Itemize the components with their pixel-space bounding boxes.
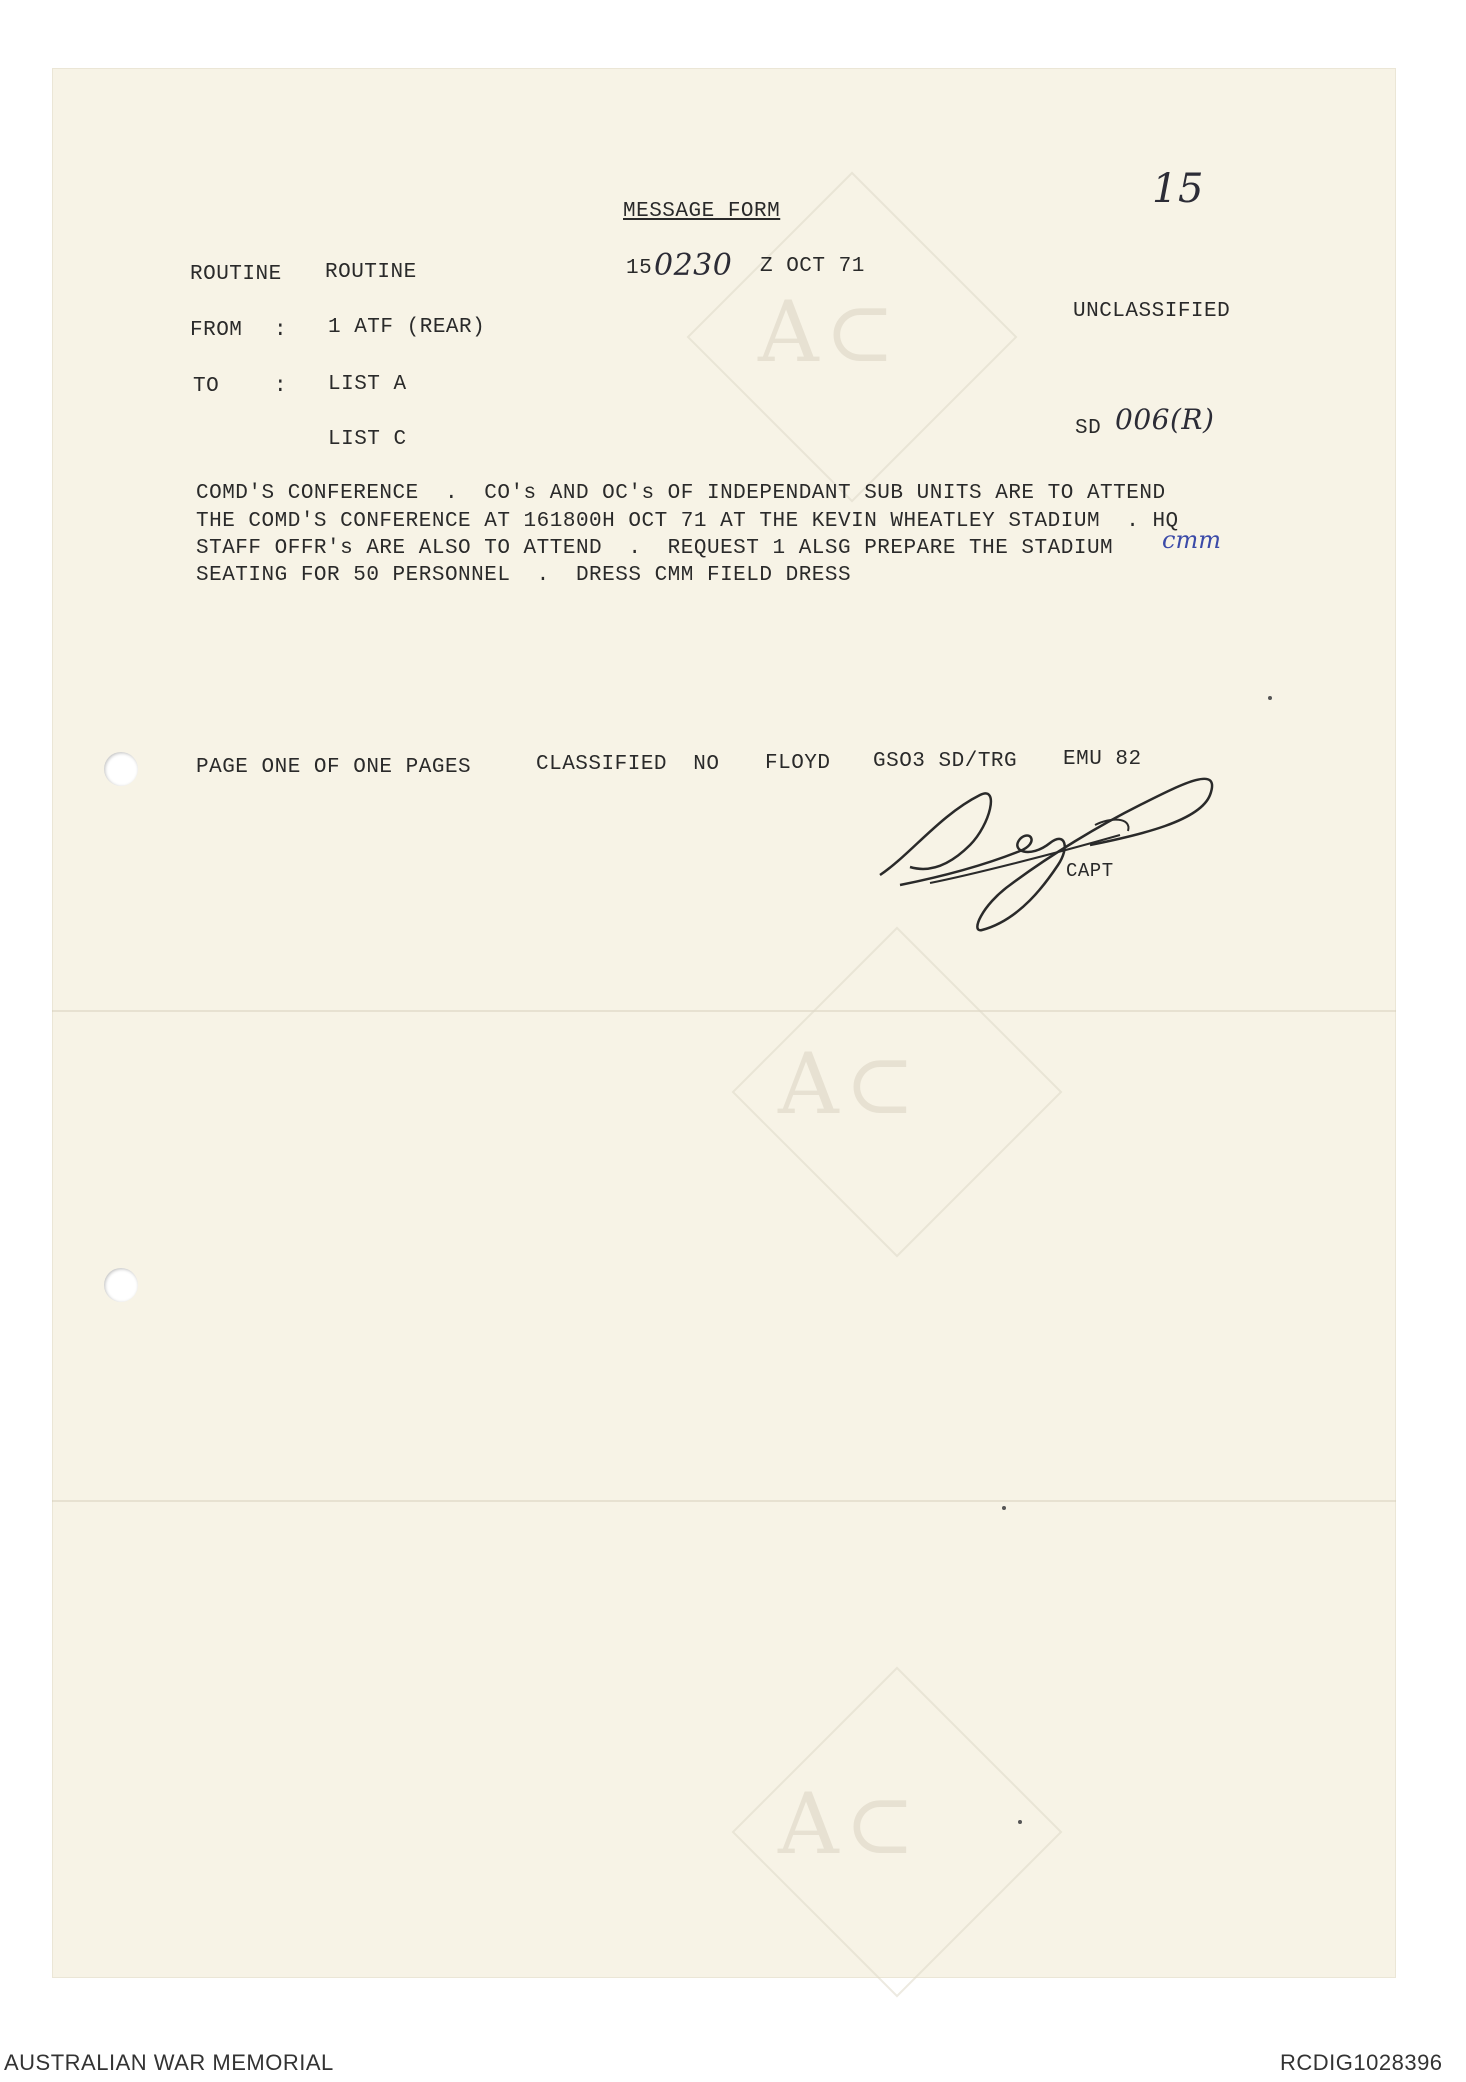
message-body-line: SEATING FOR 50 PERSONNEL . DRESS CMM FIELD DRESS <box>196 564 852 587</box>
watermark-letters: A⊂ <box>758 283 902 381</box>
handwritten-page-number: 15 <box>1152 166 1204 212</box>
precedence-action: ROUTINE <box>190 263 282 286</box>
ink-speck <box>1002 1506 1006 1510</box>
classification-label: UNCLASSIFIED <box>1073 300 1231 323</box>
ink-speck <box>1018 1820 1022 1824</box>
punch-hole <box>104 752 138 786</box>
watermark-letters: A⊂ <box>778 1035 922 1133</box>
dtg-handwritten: 0230 <box>654 248 733 283</box>
originator-name: FLOYD <box>765 752 831 775</box>
page-count: PAGE ONE OF ONE PAGES <box>196 756 472 779</box>
handwritten-insert: cmm <box>1162 526 1221 554</box>
precedence-info: ROUTINE <box>325 261 417 284</box>
to-label: TO <box>193 375 220 398</box>
fold-line <box>52 1500 1396 1502</box>
dtg-suffix: Z OCT 71 <box>760 255 865 278</box>
classified-flag: CLASSIFIED NO <box>536 753 720 776</box>
reference-handwritten: 006(R) <box>1115 403 1215 436</box>
from-label: FROM <box>190 319 243 342</box>
fold-line <box>52 1010 1396 1012</box>
message-body-line: THE COMD'S CONFERENCE AT 161800H OCT 71 AT THE KEVIN WHEATLEY STADIUM . HQ <box>196 510 1179 533</box>
to-value-list-a: LIST A <box>328 373 407 396</box>
punch-hole <box>104 1268 138 1302</box>
reference-prefix: SD <box>1075 417 1102 440</box>
extension-number: EMU 82 <box>1063 748 1142 771</box>
watermark-letters: A⊂ <box>778 1775 922 1873</box>
from-colon: : <box>274 319 288 342</box>
from-value: 1 ATF (REAR) <box>328 316 486 339</box>
signature-rank: CAPT <box>1066 860 1114 882</box>
to-value-list-c: LIST C <box>328 428 407 451</box>
message-body-line: STAFF OFFR's ARE ALSO TO ATTEND . REQUEST 1 ALSG PREPARE THE STADIUM <box>196 537 1114 560</box>
archive-institution: AUSTRALIAN WAR MEMORIAL <box>4 2050 334 2075</box>
originator-appointment: GSO3 SD/TRG <box>873 750 1018 773</box>
message-body-line: COMD'S CONFERENCE . CO's AND OC's OF INDEPENDANT SUB UNITS ARE TO ATTEND <box>196 482 1166 505</box>
dtg-prefix: 15 <box>626 257 653 280</box>
handwritten-signature <box>870 755 1230 935</box>
document-title: MESSAGE FORM <box>623 200 781 223</box>
ink-speck <box>1268 696 1272 700</box>
archive-record-id: RCDIG1028396 <box>1280 2050 1443 2075</box>
to-colon: : <box>274 375 288 398</box>
